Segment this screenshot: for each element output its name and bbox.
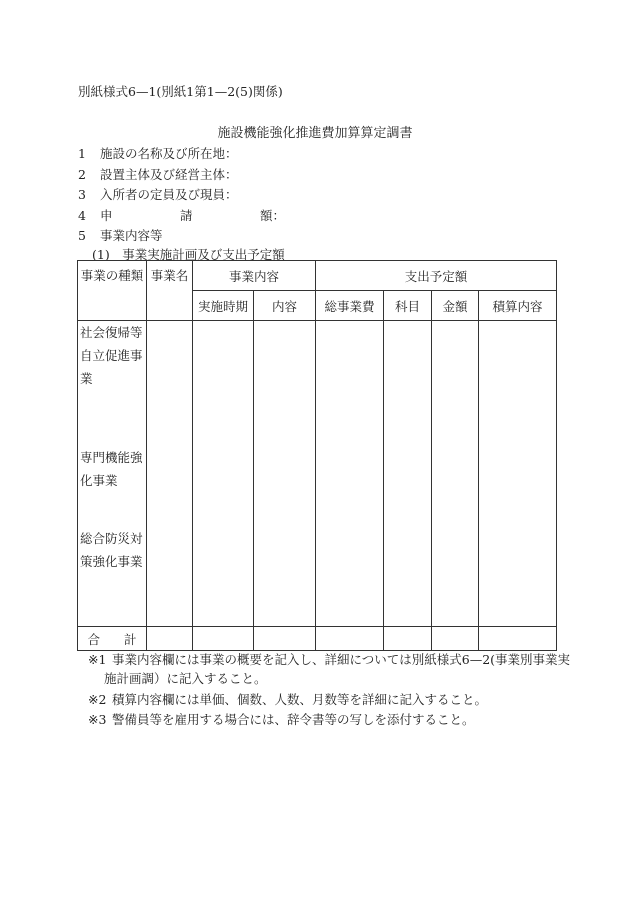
total-cell[interactable]: [316, 627, 384, 651]
note-2: [88, 690, 487, 708]
item-number: 5: [78, 228, 86, 243]
note-text: 積算内容欄には単価、個数、人数、月数等を詳細に記入すること。: [112, 692, 488, 707]
total-cell[interactable]: [147, 627, 193, 651]
header-expense-group: 支出予定額: [316, 261, 557, 291]
note-1: [88, 650, 570, 668]
category-label: 総合防災対策強化事業: [80, 531, 143, 569]
total-cell[interactable]: [193, 627, 254, 651]
item-label: 入所者の定員及び現員：: [100, 187, 238, 202]
item-label-part: 請: [180, 208, 193, 223]
item-number: 3: [78, 187, 86, 202]
item-number: 1: [78, 146, 86, 161]
category-label: 専門機能強化事業: [80, 450, 143, 488]
project-type-cell: [78, 321, 147, 627]
header-subject: 科目: [384, 291, 432, 321]
total-cell[interactable]: [479, 627, 557, 651]
total-label-cell: [78, 627, 147, 651]
amount-cell[interactable]: [432, 321, 479, 627]
subject-cell[interactable]: [384, 321, 432, 627]
note-text: 事業内容欄には事業の概要を記入し、詳細については別紙様式6—2(事業別事業実: [112, 652, 571, 667]
item-capacity: [78, 185, 238, 203]
item-requested-amount: [78, 206, 285, 224]
plan-table: [77, 260, 557, 651]
header-amount: 金額: [432, 291, 479, 321]
item-label: 施設の名称及び所在地：: [100, 146, 238, 161]
total-label: 計: [124, 631, 137, 647]
item-project-details: [78, 226, 163, 244]
period-cell[interactable]: [193, 321, 254, 627]
header-project-name: 事業名: [147, 261, 193, 321]
sub-heading: (1) 事業実施計画及び支出予定額: [92, 247, 285, 262]
item-label-part: 額：: [260, 208, 286, 223]
total-cell[interactable]: [384, 627, 432, 651]
item-label-part: 申: [100, 208, 113, 223]
content-cell[interactable]: [254, 321, 316, 627]
note-mark: ※3: [88, 712, 107, 727]
note-1-continued: [104, 669, 267, 687]
total-cell[interactable]: [254, 627, 316, 651]
item-label: 事業内容等: [100, 228, 163, 243]
item-operator: [78, 165, 238, 183]
total-label: 合: [87, 631, 100, 647]
header-total-cost: 総事業費: [316, 291, 384, 321]
basis-cell[interactable]: [479, 321, 557, 627]
item-number: 2: [78, 167, 86, 182]
header-basis: 積算内容: [479, 291, 557, 321]
note-text: 施計画調）に記入すること。: [104, 671, 267, 686]
total-cost-cell[interactable]: [316, 321, 384, 627]
header-project-type: 事業の種類: [78, 261, 147, 321]
total-cell[interactable]: [432, 627, 479, 651]
note-mark: ※1: [88, 652, 107, 667]
category-label: 社会復帰等自立促進事業: [80, 325, 143, 386]
document-title: 施設機能強化推進費加算算定調書: [217, 126, 413, 141]
header-period: 実施時期: [193, 291, 254, 321]
note-text: 警備員等を雇用する場合には、辞令書等の写しを添付すること。: [112, 712, 475, 727]
item-facility-name: [78, 144, 238, 162]
form-reference: 別紙様式6—1(別紙1第1—2(5)関係): [78, 84, 283, 99]
item-label: 設置主体及び経営主体：: [100, 167, 238, 182]
item-number: 4: [78, 208, 86, 223]
note-3: [88, 710, 475, 728]
header-content: 内容: [254, 291, 316, 321]
header-content-group: 事業内容: [193, 261, 316, 291]
note-mark: ※2: [88, 692, 107, 707]
project-name-cell[interactable]: [147, 321, 193, 627]
